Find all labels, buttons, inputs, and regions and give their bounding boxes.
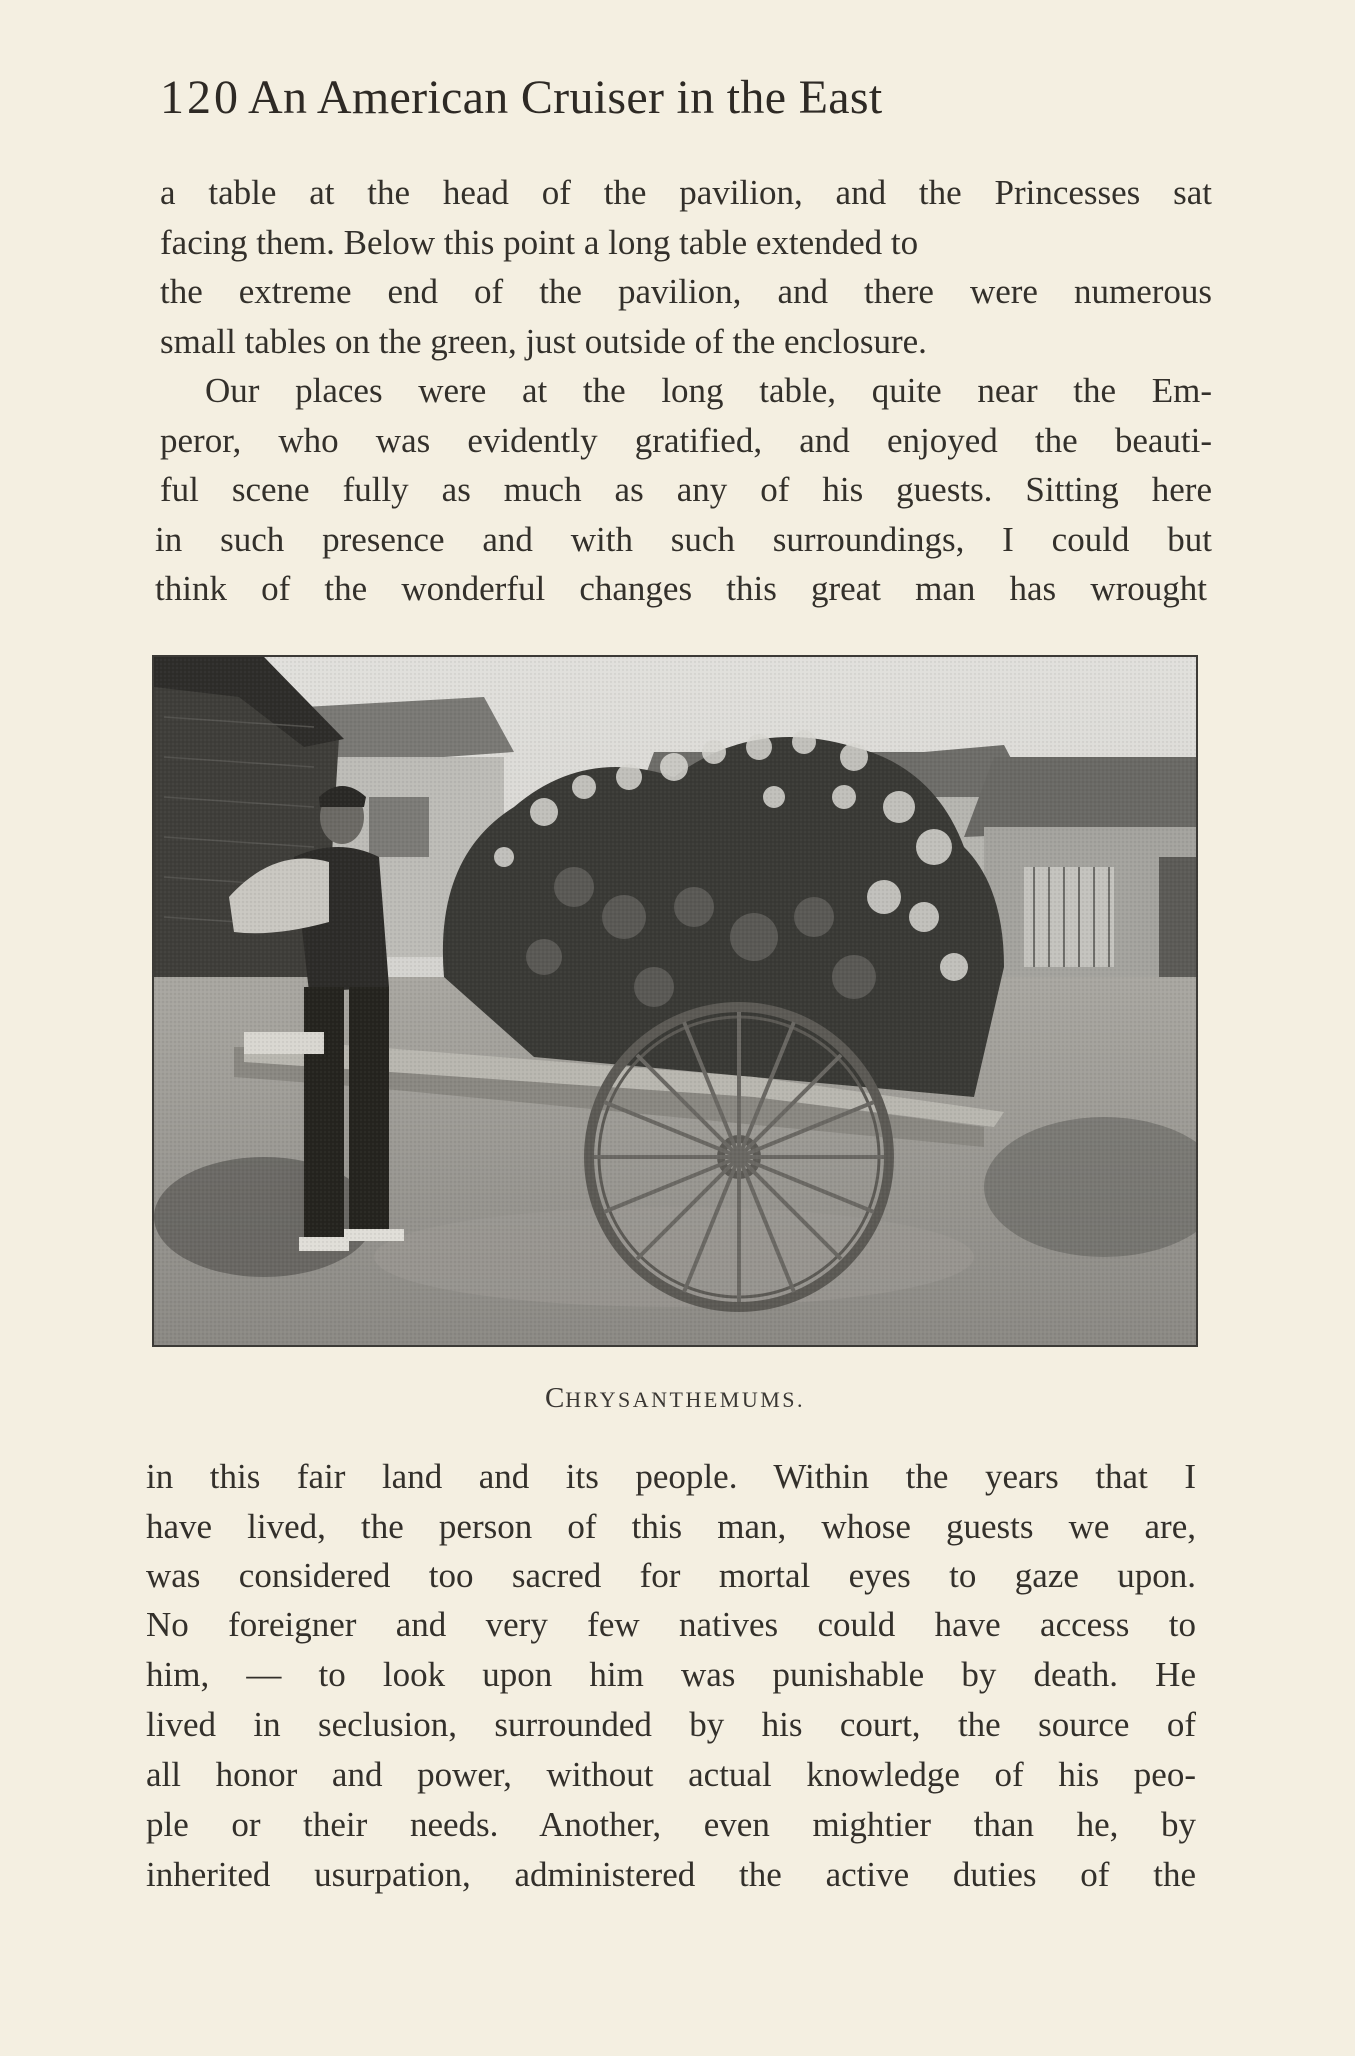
running-title: An American Cruiser in the East [248, 71, 883, 124]
text-line: lived in seclusion, surrounded by his court, the source of [146, 1705, 1196, 1744]
text-line: in such presence and with such surroundings, I could but [155, 520, 1212, 559]
text-line: all honor and power, without actual knowledge of his peo- [146, 1755, 1196, 1794]
text-line: in this fair land and its people. Within the years that I [146, 1457, 1196, 1496]
text-line: ful scene fully as much as any of his guests. Sitting here [160, 470, 1212, 509]
chrysanthemum-cart-photo [152, 655, 1198, 1347]
running-header [160, 66, 1120, 130]
text-line: facing them. Below this point a long table extended to [160, 223, 919, 262]
figure-caption [152, 1378, 1198, 1418]
text-line: think of the wonderful changes this great man has wrought [155, 569, 1207, 608]
text-line: No foreigner and very few natives could have access to [146, 1605, 1196, 1644]
text-line: inherited usurpation, administered the active duties of the [146, 1855, 1196, 1894]
photo-illustration [154, 657, 1196, 1345]
text-line: him, — to look upon him was punishable by death. He [146, 1655, 1196, 1694]
text-line: have lived, the person of this man, whose guests we are, [146, 1507, 1196, 1546]
text-line: peror, who was evidently gratified, and enjoyed the beauti- [160, 421, 1212, 460]
text-line: a table at the head of the pavilion, and the Princesses sat [160, 173, 1212, 212]
text-line: was considered too sacred for mortal eyes to gaze upon. [146, 1556, 1196, 1595]
caption-text: HRYSANTHEMUMS. [565, 1387, 806, 1412]
text-line: Our places were at the long table, quite near the Em- [205, 371, 1212, 410]
text-line: small tables on the green, just outside of the enclosure. [160, 322, 927, 361]
text-line: ple or their needs. Another, even mightier than he, by [146, 1805, 1196, 1844]
caption-initial: C [544, 1382, 566, 1414]
text-line: the extreme end of the pavilion, and there were numerous [160, 272, 1212, 311]
page-number: 120 [160, 71, 241, 124]
